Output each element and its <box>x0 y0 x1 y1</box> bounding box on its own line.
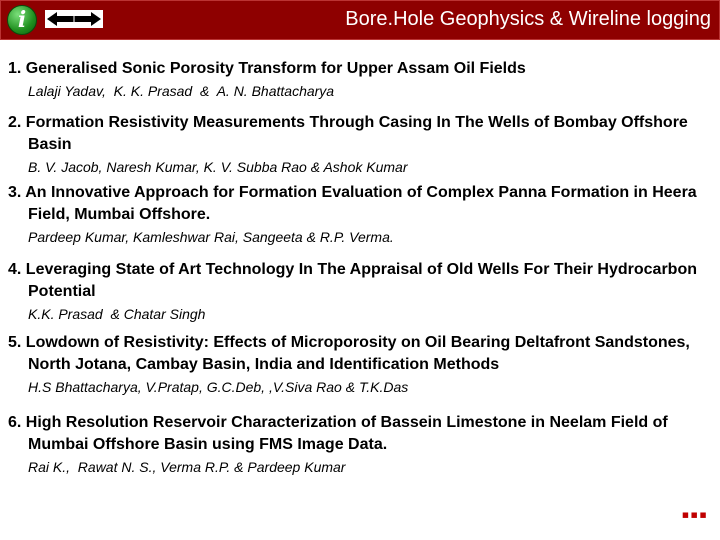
paper-title <box>8 412 716 456</box>
paper-number: 6. <box>8 414 22 431</box>
paper-title-text: An Innovative Approach for Formation Evaluation of Complex Panna Formation in Heera Field, Mumbai Offshore. <box>25 184 697 223</box>
paper-title <box>8 112 716 156</box>
paper-item-6 <box>8 412 716 476</box>
paper-title <box>8 259 716 303</box>
paper-title-text: Lowdown of Resistivity: Effects of Microporosity on Oil Bearing Deltafront Sandstones, North Jotana, Cambay Basin, India and Identification Methods <box>25 334 690 373</box>
paper-title-text: High Resolution Reservoir Characterization of Bassein Limestone in Neelam Field of Mumbai Offshore Basin using FMS Image Data. <box>25 414 668 453</box>
paper-title <box>8 332 716 376</box>
paper-authors: Pardeep Kumar, Kamleshwar Rai, Sangeeta & R.P. Verma. <box>28 229 394 245</box>
paper-title <box>8 58 716 80</box>
paper-authors: Rai K., Rawat N. S., Verma R.P. & Pardeep Kumar <box>28 459 346 475</box>
paper-authors: H.S Bhattacharya, V.Pratap, G.C.Deb, ,V.Siva Rao & T.K.Das <box>28 379 409 395</box>
header-bar <box>0 0 720 40</box>
paper-item-1 <box>8 58 716 100</box>
paper-title <box>8 182 716 226</box>
paper-authors: Lalaji Yadav, K. K. Prasad & A. N. Bhattacharya <box>28 83 335 99</box>
page-title: Bore.Hole Geophysics & Wireline logging <box>345 8 711 30</box>
paper-authors: B. V. Jacob, Naresh Kumar, K. V. Subba Rao & Ashok Kumar <box>28 159 408 175</box>
more-button[interactable]: ▪▪▪ <box>681 502 708 527</box>
paper-number: 3. <box>8 184 22 201</box>
paper-title-text: Formation Resistivity Measurements Through Casing In The Wells of Bombay Offshore Basin <box>25 114 688 153</box>
paper-number: 1. <box>8 60 22 77</box>
paper-item-3 <box>8 182 716 246</box>
paper-authors: K.K. Prasad & Chatar Singh <box>28 306 206 322</box>
paper-title-text: Leveraging State of Art Technology In The Appraisal of Old Wells For Their Hydrocarbon Potential <box>25 261 697 300</box>
paper-item-4 <box>8 259 716 323</box>
paper-item-5 <box>8 332 716 396</box>
paper-number: 4. <box>8 261 22 278</box>
paper-item-2 <box>8 112 716 176</box>
paper-title-text: Generalised Sonic Porosity Transform for Upper Assam Oil Fields <box>25 60 526 77</box>
info-icon[interactable]: i <box>7 5 37 35</box>
paper-number: 2. <box>8 114 22 131</box>
paper-number: 5. <box>8 334 22 351</box>
double-arrow-icon[interactable] <box>45 10 103 28</box>
